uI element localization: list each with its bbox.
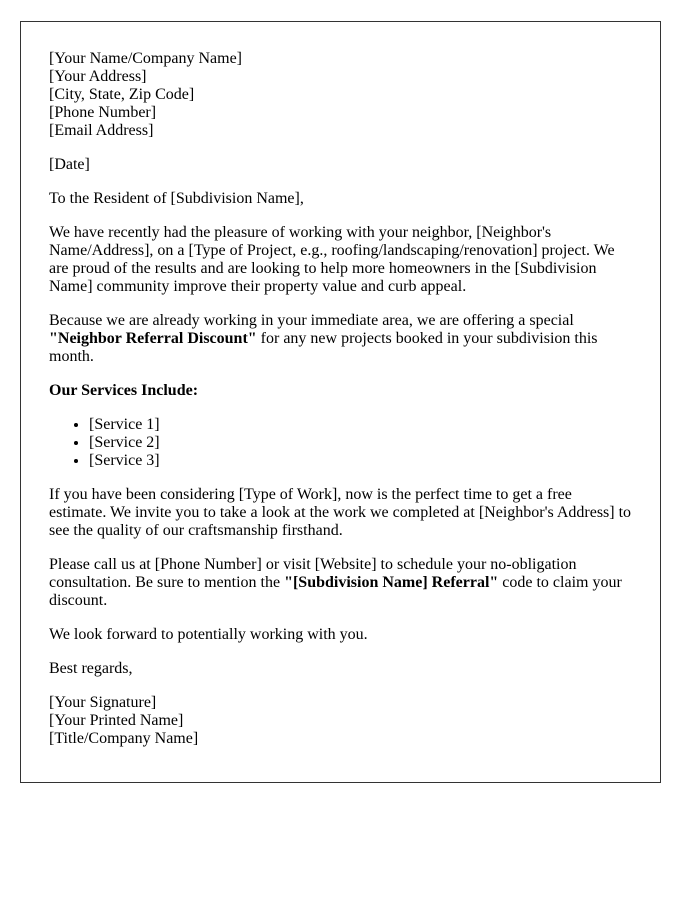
date: [Date]	[49, 156, 90, 173]
services-heading-text: Our Services Include:	[49, 382, 199, 399]
referral-code: "[Subdivision Name] Referral"	[284, 574, 499, 591]
printed-name: [Your Printed Name]	[49, 712, 184, 729]
sender-email: [Email Address]	[49, 122, 154, 139]
sender-block	[49, 50, 632, 140]
services-list	[49, 416, 632, 470]
sender-address: [Your Address]	[49, 68, 147, 85]
contact-text-end: code to claim your discount.	[49, 574, 622, 609]
discount-name: "Neighbor Referral Discount"	[49, 330, 257, 347]
salutation: To the Resident of [Subdivision Name],	[49, 190, 304, 207]
closing: Best regards,	[49, 660, 133, 677]
closing-paragraph: We look forward to potentially working with you.	[49, 626, 368, 643]
services-heading	[49, 382, 632, 400]
contact-text: Please call us at [Phone Number] or visit [Website] to schedule your no-obligation consultation. Be sure to mention the	[49, 556, 577, 591]
letter	[20, 21, 661, 783]
list-item: • [Service 3]	[89, 452, 632, 470]
estimate-paragraph: If you have been considering [Type of Work], now is the perfect time to get a free estimate. We invite you to take a look at the work we completed at [Neighbor's Address] to see the quality of our craftsmanship firsthand.	[49, 486, 632, 539]
sender-phone: [Phone Number]	[49, 104, 157, 121]
offer-text: Because we are already working in your immediate area, we are offering a special	[49, 312, 574, 329]
signature-block	[49, 694, 632, 748]
list-item: • [Service 2]	[89, 434, 632, 452]
list-item: • [Service 1]	[89, 416, 632, 434]
sender-name: [Your Name/Company Name]	[49, 50, 243, 67]
offer-paragraph	[49, 312, 632, 366]
title-company: [Title/Company Name]	[49, 730, 199, 747]
signature: [Your Signature]	[49, 694, 157, 711]
offer-text-end: for any new projects booked in your subdivision this month.	[49, 330, 598, 365]
intro-paragraph: We have recently had the pleasure of working with your neighbor, [Neighbor's Name/Address], on a [Type of Project, e.g., roofing/landscaping/renovation] project. We are proud of the results and are looking to help more homeowners in the [Subdivision Name] community improve their property value and curb appeal.	[49, 224, 615, 295]
sender-city: [City, State, Zip Code]	[49, 86, 195, 103]
contact-paragraph	[49, 556, 632, 610]
